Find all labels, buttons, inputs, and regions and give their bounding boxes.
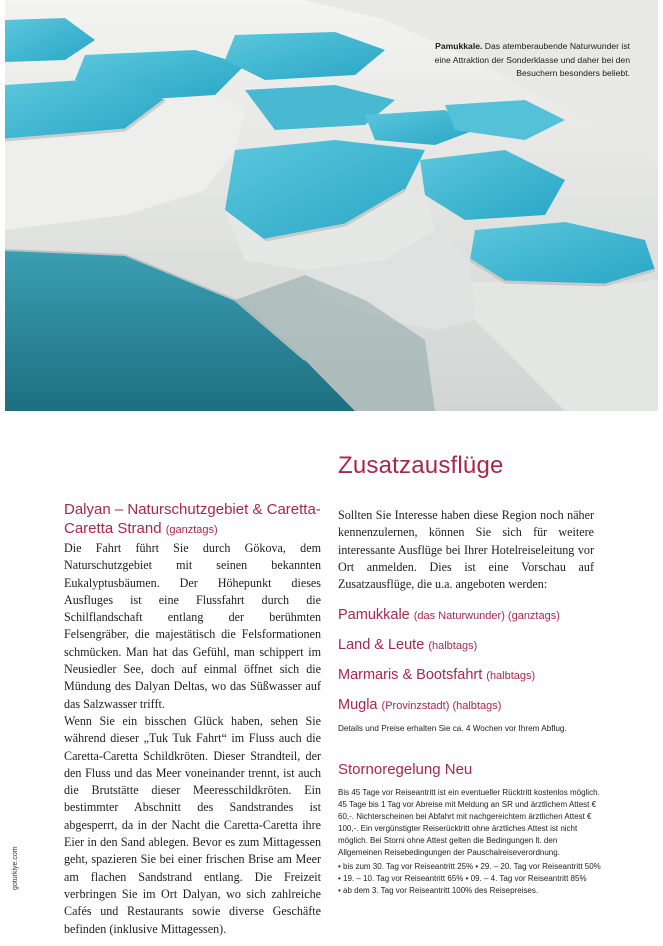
storno-title: Stornoregelung Neu [338, 761, 473, 778]
storno-rule: • ab dem 3. Tag vor Reiseantritt 100% des Reisepreises. [338, 886, 539, 896]
storno-text: Bis 45 Tage vor Reiseantritt ist ein eventueller Rücktritt kostenlos möglich. 45 Tage bis 1 Tag vor Abreise mit Meldung an SR und ärztlichem Attest € 60,-. Nichterscheinen bei Abfahrt mit nachgereichtem ärztlichen Attest € 100,-. Ein vergünstigter Reiserücktritt ohne ärztliches Attest ist nicht möglich. Bei Storni ohne Attest gelten die Bedingungen lt. den Allgemeinen Reisebedingungen der Pauschalreiseverordnung. [338, 788, 600, 857]
dalyan-title: Dalyan – Naturschutzgebiet & Caretta-Caretta Strand [64, 501, 321, 537]
storno-block [338, 787, 602, 897]
hero-caption [420, 40, 630, 81]
excursion-item [338, 661, 594, 691]
side-url: goturkiye.com [12, 846, 19, 890]
dalyan-paragraph-2: Wenn Sie ein bisschen Glück haben, sehen Sie während dieser „Tuk Tuk Fahrt“ im Fluss auch die Caretta-Caretta Schildkröten. Dieser Strandteil, der den Fluss und das Meer voneinander trennt, ist auch die Brutstätte dieser Meeresschildkröten. Ein bestimmter Abschnitt des Sandstrandes ist abgesperrt, da in der Nacht die Caretta-Caretta ihre Eier in den Sand ablegen. Bevor es zum Mittagessen geht, spazieren Sie bei einer frischen Brise am Meer am flachen Sandstrand entlang. Die Freizeit verbringen Sie im Ort Dalyan, wo sich zahlreiche Cafés und Restaurants sowie diverse Geschäfte befinden (inklusive Mittagessen). [64, 713, 321, 936]
hero-photo [5, 0, 658, 411]
excursion-item [338, 631, 594, 661]
hero-caption-title: Pamukkale. [435, 41, 483, 51]
hero-caption-text: Das atemberaubende Naturwunder ist eine Attraktion der Sonderklasse und daher bei den Besuchern besonders beliebt. [434, 41, 630, 78]
excursion-detail: (das Naturwunder) (ganztags) [413, 610, 560, 623]
section-title: Zusatzausflüge [338, 452, 504, 479]
excursion-detail: (halbtags) [428, 640, 478, 653]
excursions-panel [338, 507, 594, 735]
storno-rules [338, 861, 602, 897]
storno-rule: • bis zum 30. Tag vor Reiseantritt 25% • 29. – 20. Tag vor Reiseantritt 50% [338, 862, 601, 872]
storno-rule: • 19. – 10. Tag vor Reiseantritt 65% • 09. – 4. Tag vor Reiseantritt 85% [338, 874, 587, 884]
dalyan-heading [64, 500, 321, 540]
dalyan-article [64, 500, 321, 938]
excursion-item [338, 691, 594, 721]
excursion-name: Mugla [338, 697, 378, 714]
excursion-detail: (Provinzstadt) (halbtags) [381, 700, 502, 713]
excursion-detail: (halbtags) [486, 670, 536, 683]
excursion-name: Land & Leute [338, 637, 425, 654]
intro-text: Sollten Sie Interesse haben diese Region noch näher kennenzulernen, können Sie sich für weitere interessante Ausflüge bei Ihrer Hotelreiseleitung vor Ort anmelden. Dies ist eine Vorschau auf Zusatzausflüge, die u.a. angeboten werden: [338, 508, 594, 592]
dalyan-paragraph-1: Die Fahrt führt Sie durch Gökova, dem Naturschutzgebiet mit seinen bekannten Eukalyptusbäumen. Der Höhepunkt dieses Ausfluges ist eine Flussfahrt durch die Schilflandschaft entlang der berühmten Felsengräber, die majestätisch die Felsformationen schmücken. Man hat das Gefühl, man schippert im Neusiedler See, doch auf einmal öffnet sich die Mündung des Dalyan Deltas, wo das Süßwasser auf das Salzwasser trifft. [64, 541, 321, 711]
excursion-name: Pamukkale [338, 607, 410, 624]
excursion-name: Marmaris & Bootsfahrt [338, 667, 483, 684]
details-note: Details und Preise erhalten Sie ca. 4 Wochen vor Ihrem Abflug. [338, 724, 567, 734]
excursion-item [338, 601, 594, 631]
dalyan-title-suffix: (ganztags) [165, 524, 218, 536]
excursion-list [338, 601, 594, 721]
